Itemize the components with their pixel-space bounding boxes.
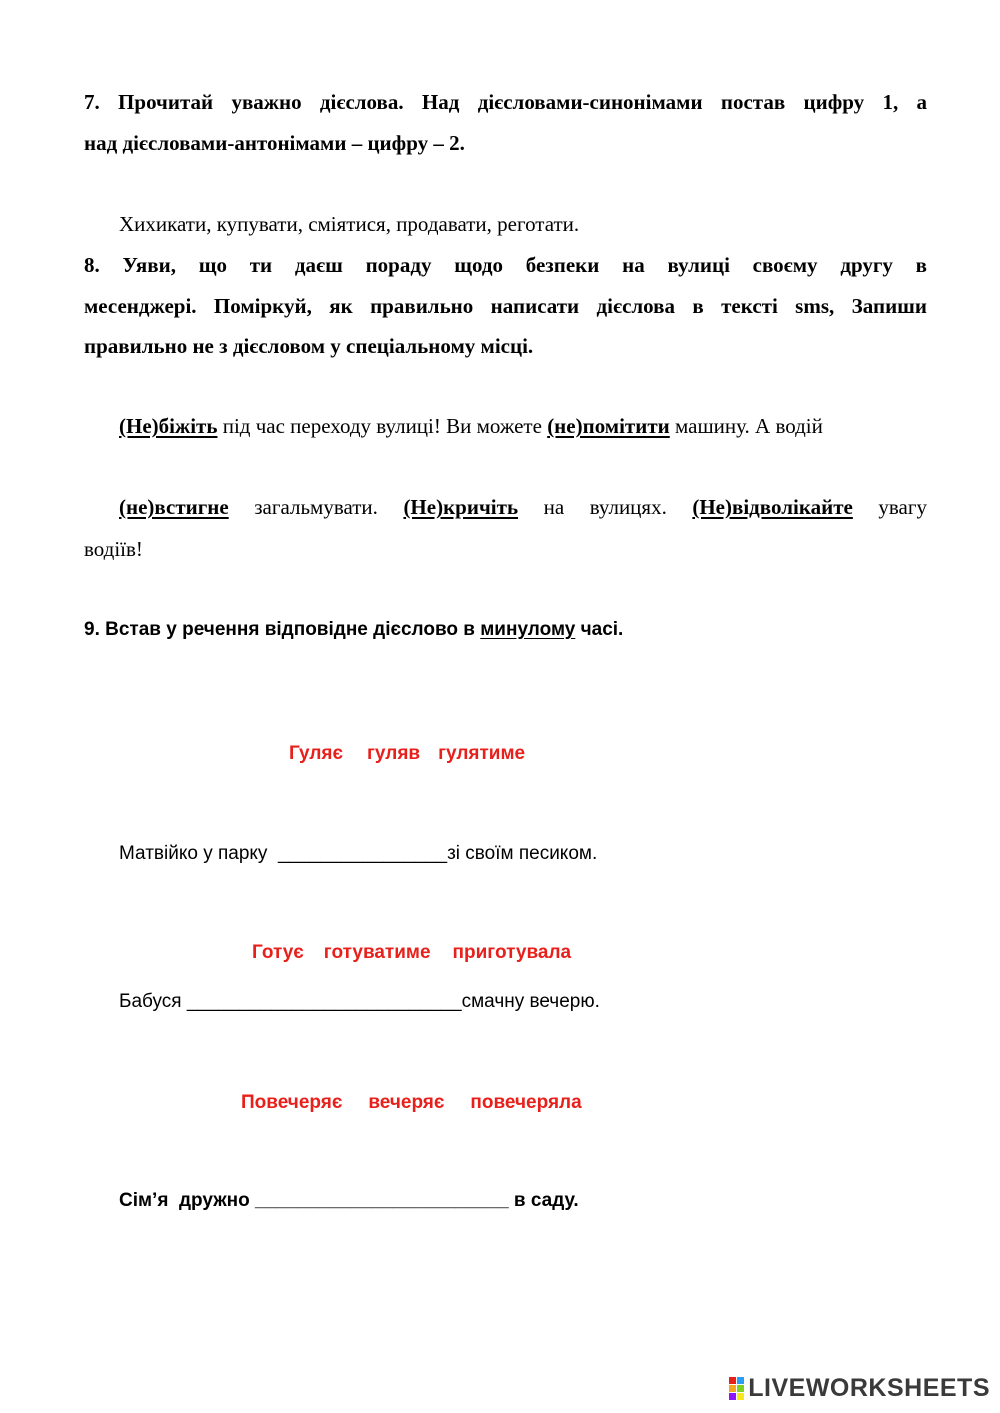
option-3-3[interactable]: повечеряла	[470, 1092, 582, 1113]
option-1-2[interactable]: гуляв	[367, 743, 421, 764]
options-set-2	[252, 942, 571, 964]
answer-blank-3[interactable]: ________________________	[255, 1190, 509, 1211]
logo-block-icon	[729, 1393, 736, 1400]
sms-verb-4[interactable]: (Не)кричіть	[403, 495, 519, 519]
sms-text-1: під час переходу вулиці! Ви можете	[217, 414, 548, 438]
task9-title	[84, 619, 623, 641]
answer-blank-1[interactable]: ________________	[277, 843, 448, 864]
answer-blank-2[interactable]: __________________________	[186, 991, 462, 1012]
task7-words: Хихикати, купувати, сміятися, продавати, реготати.	[119, 212, 580, 236]
sentence-1-post: зі своїм песиком.	[447, 843, 598, 864]
sms-line3: водіїв!	[84, 537, 143, 561]
sms-verb-3[interactable]: (не)встигне	[119, 495, 229, 519]
logo-block-icon	[737, 1377, 744, 1384]
option-3-2[interactable]: вечеряє	[368, 1092, 445, 1113]
sentence-1	[119, 843, 597, 865]
sentence-2-pre: Бабуся	[119, 991, 187, 1012]
sms-line2	[119, 495, 927, 520]
option-1-3[interactable]: гулятиме	[438, 743, 526, 764]
options-set-3	[241, 1092, 582, 1114]
sentence-1-pre: Матвійко у парку	[119, 843, 278, 864]
logo-block-icon	[737, 1385, 744, 1392]
sms-verb-2[interactable]: (не)помітити	[547, 414, 670, 438]
logo-block-icon	[737, 1393, 744, 1400]
sms-text-2: машину. А водій	[669, 414, 823, 438]
task9-title-underlined: минулому	[480, 619, 576, 640]
sms-text-6: увагу	[878, 495, 927, 519]
sms-text-4: на	[543, 495, 565, 519]
task8-line3: правильно не з дієсловом у спеціальному місці.	[84, 334, 534, 358]
option-2-3[interactable]: приготувала	[452, 942, 572, 963]
task8-line1: 8. Уяви, що ти даєш пораду щодо безпеки на вулиці своєму другу в	[84, 253, 927, 277]
option-3-1[interactable]: Повечеряє	[241, 1092, 343, 1113]
sms-verb-5[interactable]: (Не)відволікайте	[692, 495, 853, 519]
task7-line2: над дієсловами-антонімами – цифру – 2.	[84, 131, 465, 155]
sms-line1	[119, 414, 823, 439]
sms-text-3: загальмувати.	[254, 495, 378, 519]
task7-line1: 7. Прочитай уважно дієслова. Над дієсловами-синонімами постав цифру 1, а	[84, 90, 927, 114]
sentence-3	[119, 1190, 579, 1212]
logo-block-icon	[729, 1385, 736, 1392]
option-2-2[interactable]: готуватиме	[323, 942, 431, 963]
sentence-3-pre: Сім’я дружно	[119, 1190, 256, 1211]
logo-blocks-icon	[729, 1377, 744, 1400]
logo-block-icon	[729, 1377, 736, 1384]
task9-title-post: часі.	[575, 619, 624, 640]
option-1-1[interactable]: Гуляє	[289, 743, 344, 764]
sms-text-5: вулицях.	[589, 495, 667, 519]
task8-line2: месенджері. Поміркуй, як правильно написати дієслова в тексті sms, Запиши	[84, 294, 927, 318]
task9-title-pre: 9. Встав у речення відповідне дієслово в	[84, 619, 481, 640]
sms-verb-1[interactable]: (Не)біжіть	[119, 414, 218, 438]
sentence-3-post: в саду.	[508, 1190, 579, 1211]
options-set-1	[289, 743, 525, 765]
sentence-2-post: смачну вечерю.	[461, 991, 600, 1012]
logo-text: LIVEWORKSHEETS	[748, 1374, 990, 1402]
option-2-1[interactable]: Готує	[252, 942, 304, 963]
sentence-2	[119, 991, 600, 1013]
liveworksheets-logo	[729, 1374, 990, 1403]
